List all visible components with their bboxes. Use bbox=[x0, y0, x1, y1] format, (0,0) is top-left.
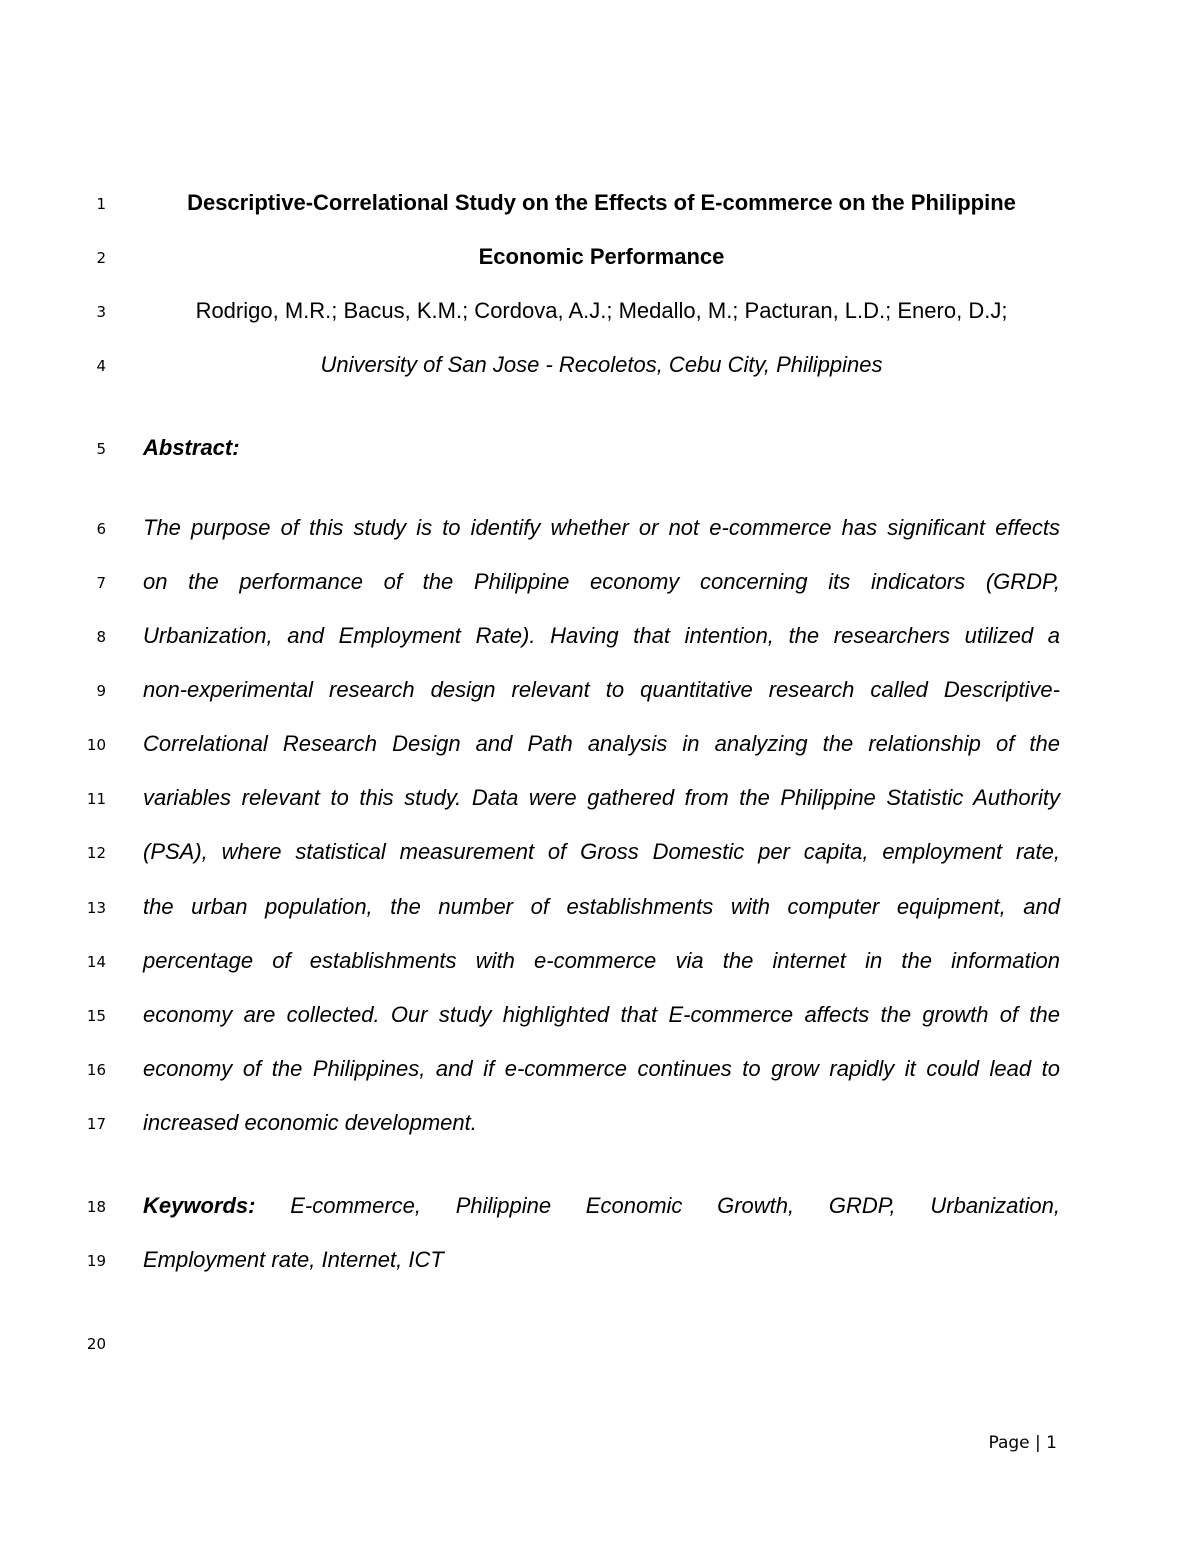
affiliation: University of San Jose - Recoletos, Cebu City, Philippines bbox=[320, 352, 883, 377]
abstract-line: increased economic development. bbox=[143, 1110, 477, 1135]
abstract-line: variables relevant to this study. Data were gathered from the Philippine Statistic Authority bbox=[143, 785, 1060, 810]
line-number: 10 bbox=[86, 736, 106, 754]
line-number: 20 bbox=[86, 1335, 106, 1353]
keywords-text: E-commerce, Philippine Economic Growth, GRDP, Urbanization, bbox=[290, 1193, 1060, 1218]
line-number: 9 bbox=[96, 682, 106, 700]
line-number: 15 bbox=[86, 1007, 106, 1025]
abstract-heading: Abstract: bbox=[143, 435, 240, 460]
line-number: 7 bbox=[96, 574, 106, 592]
paper-title-line-2: Economic Performance bbox=[478, 244, 725, 269]
abstract-line: percentage of establishments with e-commerce via the internet in the information bbox=[143, 948, 1060, 973]
abstract-line: the urban population, the number of establishments with computer equipment, and bbox=[143, 894, 1060, 919]
line-number: 13 bbox=[86, 899, 106, 917]
line-number: 5 bbox=[96, 440, 106, 458]
paper-title-line-1: Descriptive-Correlational Study on the Effects of E-commerce on the Philippine bbox=[187, 190, 1016, 215]
line-number: 11 bbox=[86, 790, 106, 808]
line-number: 3 bbox=[96, 303, 106, 321]
line-number: 17 bbox=[86, 1115, 106, 1133]
line-number: 6 bbox=[96, 520, 106, 538]
abstract-line: The purpose of this study is to identify whether or not e-commerce has significant effects bbox=[143, 515, 1060, 540]
abstract-line: Urbanization, and Employment Rate). Having that intention, the researchers utilized a bbox=[143, 623, 1060, 648]
line-number: 8 bbox=[96, 628, 106, 646]
abstract-line: economy of the Philippines, and if e-commerce continues to grow rapidly it could lead to bbox=[143, 1056, 1060, 1081]
line-number: 18 bbox=[86, 1198, 106, 1216]
line-number: 2 bbox=[96, 249, 106, 267]
keywords-line-2: Employment rate, Internet, ICT bbox=[143, 1247, 444, 1272]
page-number-footer: Page | 1 bbox=[988, 1433, 1057, 1453]
line-number: 14 bbox=[86, 953, 106, 971]
line-number: 16 bbox=[86, 1061, 106, 1079]
line-number: 4 bbox=[96, 357, 106, 375]
keywords-line-1 bbox=[143, 1193, 1060, 1219]
abstract-line: economy are collected. Our study highlighted that E-commerce affects the growth of the bbox=[143, 1002, 1060, 1027]
abstract-line: on the performance of the Philippine economy concerning its indicators (GRDP, bbox=[143, 569, 1060, 594]
line-number: 19 bbox=[86, 1252, 106, 1270]
line-number: 12 bbox=[86, 844, 106, 862]
abstract-line: Correlational Research Design and Path analysis in analyzing the relationship of the bbox=[143, 731, 1060, 756]
keywords-label: Keywords: bbox=[143, 1193, 256, 1218]
abstract-line: (PSA), where statistical measurement of Gross Domestic per capita, employment rate, bbox=[143, 839, 1060, 864]
author-list: Rodrigo, M.R.; Bacus, K.M.; Cordova, A.J.; Medallo, M.; Pacturan, L.D.; Enero, D.J; bbox=[195, 298, 1008, 323]
abstract-line: non-experimental research design relevant to quantitative research called Descriptive- bbox=[143, 677, 1060, 702]
line-number: 1 bbox=[96, 195, 106, 213]
